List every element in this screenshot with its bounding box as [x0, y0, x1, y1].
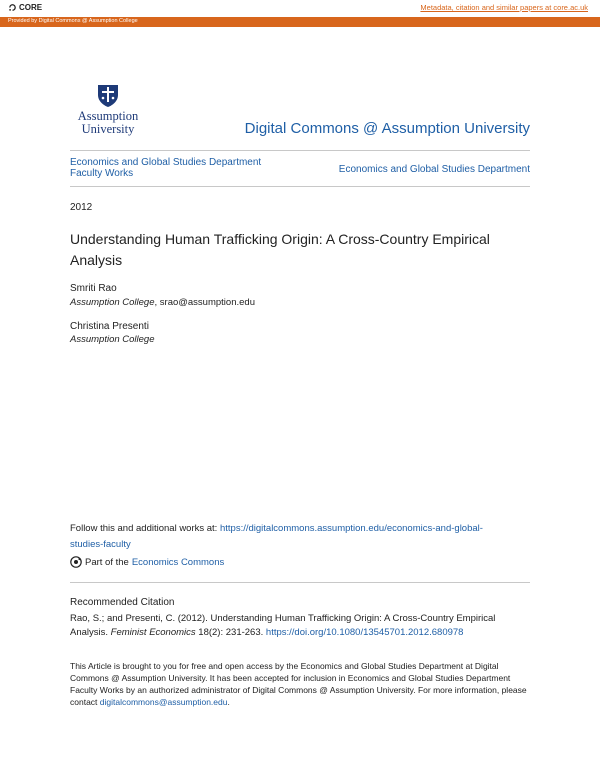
network-icon	[70, 556, 82, 568]
university-logo[interactable]	[70, 84, 146, 138]
access-notice-text: This Article is brought to you for free and open access by the Economics and Global Studies Department at Digital Commons @ Assumption University. It has been accepted for inclusion in Economics and Global Studies Department Faculty Works by an authorized administrator of Digital Commons @ Assumption University. For more information, please contact	[70, 661, 527, 707]
divider	[70, 186, 530, 187]
author-email: , srao@assumption.edu	[154, 297, 255, 308]
provided-by-bar	[0, 17, 600, 27]
core-logo[interactable]	[8, 3, 42, 12]
part-of-line	[70, 556, 224, 568]
doi-link[interactable]: https://doi.org/10.1080/13545701.2012.680978	[265, 627, 464, 638]
author-name: Christina Presenti	[70, 321, 149, 332]
affiliation-name: Assumption College	[70, 297, 155, 308]
affiliation-name: Assumption College	[70, 334, 155, 345]
collection-link[interactable]: https://digitalcommons.assumption.edu/economics-and-global-studies-faculty	[70, 523, 483, 550]
journal-name: Feminist Economics	[110, 627, 196, 638]
core-header-bar	[0, 0, 600, 17]
author-affiliation	[70, 297, 255, 308]
logo-text-line1: Assumption	[77, 109, 139, 123]
publication-year: 2012	[70, 202, 93, 213]
recommended-citation-heading: Recommended Citation	[70, 597, 175, 608]
citation-text	[70, 612, 530, 640]
economics-commons-link[interactable]: Economics Commons	[131, 556, 225, 568]
repository-title[interactable]: Digital Commons @ Assumption University	[244, 120, 530, 137]
follow-works-text	[70, 521, 515, 553]
department-link[interactable]: Economics and Global Studies Department	[338, 164, 530, 175]
shield-icon	[97, 84, 119, 108]
citation-volume: 18(2): 231-263.	[195, 627, 266, 638]
part-of-prefix: Part of the	[85, 556, 129, 568]
author-name: Smriti Rao	[70, 283, 117, 294]
access-notice	[70, 660, 530, 708]
core-logo-text: CORE	[19, 3, 43, 12]
citation-authors-title: Rao, S.; and Presenti, C. (2012). Understanding Human Trafficking Origin: A Cross-Country Empirical Analysis.	[70, 613, 496, 638]
faculty-works-link[interactable]: Economics and Global Studies Department Faculty Works	[70, 157, 262, 179]
article-title: Understanding Human Trafficking Origin: A Cross-Country Empirical Analysis	[70, 231, 490, 268]
contact-email-link[interactable]: digitalcommons@assumption.edu	[99, 697, 228, 707]
core-metadata-link[interactable]: Metadata, citation and similar papers at core.ac.uk	[420, 3, 588, 12]
follow-prefix: Follow this and additional works at:	[70, 523, 220, 534]
provided-by-text: Provided by Digital Commons @ Assumption College	[8, 18, 138, 24]
core-logo-icon	[8, 3, 17, 12]
access-notice-end: .	[227, 697, 230, 707]
logo-text-line2: University	[81, 122, 135, 136]
divider	[70, 150, 530, 151]
author-affiliation	[70, 334, 155, 345]
divider	[70, 582, 530, 583]
